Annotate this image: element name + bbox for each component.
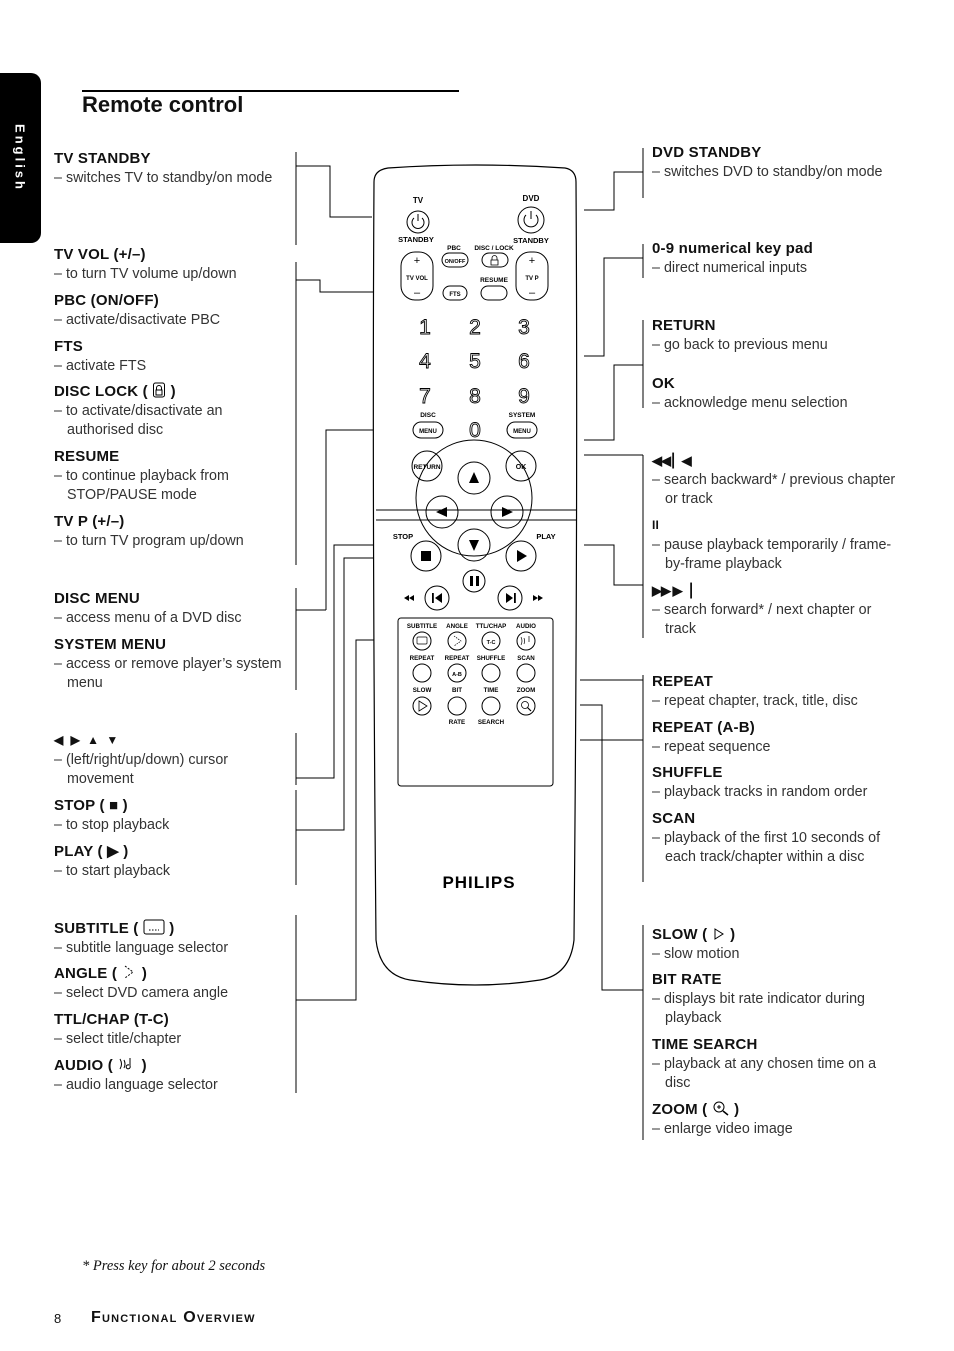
key-1[interactable]: 1 <box>419 316 431 339</box>
remote-stop-label: STOP <box>392 532 414 541</box>
key-8[interactable]: 8 <box>469 385 481 408</box>
remote-standby-right: STANDBY <box>513 236 549 245</box>
remote-standby-left: STANDBY <box>398 235 434 244</box>
key-3[interactable]: 3 <box>518 316 530 339</box>
remote-body <box>373 165 576 985</box>
remote-ok-label: OK <box>515 464 527 471</box>
remote-tv-vol-label: TV VOL <box>406 276 428 282</box>
remote-ttl-chap-label: TTL/CHAP <box>475 623 507 630</box>
remote-time-label: TIME <box>483 687 499 694</box>
remote-dvd-label: DVD <box>522 194 540 203</box>
svg-text:+: + <box>528 255 536 267</box>
remote-tv-label: TV <box>412 196 424 205</box>
svg-text:–: – <box>413 287 421 299</box>
key-2[interactable]: 2 <box>469 316 481 339</box>
key-5[interactable]: 5 <box>469 350 481 373</box>
remote-system-label: SYSTEM <box>508 412 536 419</box>
entry-time-search: TIME SEARCH – playback at any chosen time on a disc <box>652 1035 902 1094</box>
entry-keypad: 0-9 numerical key pad – direct numerical inputs <box>652 239 902 278</box>
entry-subtitle: SUBTITLE ( ) – subtitle language selector <box>54 919 284 958</box>
key-6[interactable]: 6 <box>518 350 530 373</box>
entry-repeat: REPEAT – repeat chapter, track, title, disc <box>652 672 902 711</box>
remote-search-label: SEARCH <box>477 719 505 726</box>
remote-angle-label: ANGLE <box>446 623 468 630</box>
remote-ab-label: A-B <box>452 672 462 678</box>
entry-return: RETURN – go back to previous menu <box>652 316 902 355</box>
entry-tv-standby: TV STANDBY – switches TV to standby/on mode <box>54 149 284 188</box>
entry-play: PLAY ( ▶ ) – to start playback <box>54 842 284 881</box>
remote-fts-label: FTS <box>449 292 461 298</box>
svg-text:+: + <box>413 255 421 267</box>
remote-scan-label: SCAN <box>517 655 535 662</box>
remote-disc-menu-label: MENU <box>419 429 437 435</box>
language-tab-label: English <box>12 124 28 192</box>
remote-tv-p-label: TV P <box>525 276 539 282</box>
brand-logo: PHILIPS <box>442 873 516 892</box>
remote-resume-label: RESUME <box>480 277 508 284</box>
entry-repeat-ab: REPEAT (A-B) – repeat sequence <box>652 718 902 757</box>
entry-zoom: ZOOM ( ) – enlarge video image <box>652 1100 902 1139</box>
entry-system-menu: SYSTEM MENU – access or remove player’s system menu <box>54 635 284 694</box>
remote-play-label: PLAY <box>536 532 556 541</box>
key-0[interactable]: 0 <box>469 419 481 442</box>
key-4[interactable]: 4 <box>419 350 431 373</box>
key-9[interactable]: 9 <box>518 385 530 408</box>
entry-audio: AUDIO ( ) – audio language selector <box>54 1056 284 1095</box>
entry-fts: FTS – activate FTS <box>54 337 284 376</box>
svg-text:–: – <box>528 287 536 299</box>
remote-rate-label: RATE <box>448 719 466 726</box>
entry-angle: ANGLE ( ) – select DVD camera angle <box>54 964 284 1003</box>
remote-repeat-label: REPEAT <box>409 655 435 662</box>
entry-ok: OK – acknowledge menu selection <box>652 374 902 413</box>
entry-pause: II – pause playback temporarily / frame-by-frame playback <box>652 516 902 575</box>
remote-slow-label: SLOW <box>412 687 432 694</box>
key-7[interactable]: 7 <box>419 385 431 408</box>
remote-on-off-label: ON/OFF <box>444 259 466 265</box>
entry-search-backward: ◀◀ ▏◀ – search backward* / previous chapter or track <box>652 451 902 510</box>
remote-bit-label: BIT <box>452 687 462 694</box>
footnote: * Press key for about 2 seconds <box>82 1258 266 1274</box>
footer-title: Functional Overview <box>91 1309 256 1326</box>
entry-ttl-chap: TTL/CHAP (T-C) – select title/chapter <box>54 1010 284 1049</box>
remote-shuffle-label: SHUFFLE <box>476 655 506 662</box>
entry-disc-lock: DISC LOCK ( ) – to activate/disactivate an authorised disc <box>54 382 284 441</box>
entry-slow: SLOW ( ) – slow motion <box>652 925 902 964</box>
entry-tv-p: TV P (+/–) – to turn TV program up/down <box>54 512 284 551</box>
entry-scan: SCAN – playback of the first 10 seconds of each track/chapter within a disc <box>652 809 902 868</box>
entry-cursor: ◀ ▶ ▲ ▼ – (left/right/up/down) cursor movement <box>54 731 284 790</box>
entry-bit-rate: BIT RATE – displays bit rate indicator during playback <box>652 970 902 1029</box>
entry-resume: RESUME – to continue playback from STOP/PAUSE mode <box>54 447 284 506</box>
remote-system-menu-label: MENU <box>513 429 531 435</box>
remote-zoom-label: ZOOM <box>516 687 536 694</box>
remote-disc-lock-label: DISC / LOCK <box>474 245 514 252</box>
remote-pbc-label: PBC <box>447 245 461 252</box>
remote-subtitle-label: SUBTITLE <box>406 623 438 630</box>
entry-shuffle: SHUFFLE – playback tracks in random order <box>652 763 902 802</box>
remote-tc-label: T-C <box>486 640 496 646</box>
entry-tv-vol: TV VOL (+/–) – to turn TV volume up/down <box>54 245 284 284</box>
remote-return-label: RETURN <box>413 464 441 471</box>
page-number: 8 <box>54 1311 62 1326</box>
entry-disc-menu: DISC MENU – access menu of a DVD disc <box>54 589 284 628</box>
entry-stop: STOP ( ■ ) – to stop playback <box>54 796 284 835</box>
remote-repeat-ab-label: REPEAT <box>444 655 470 662</box>
remote-disc-label: DISC <box>420 412 436 419</box>
entry-search-forward: ▶▶ ▶▕ – search forward* / next chapter or track <box>652 581 902 640</box>
remote-audio-label: AUDIO <box>516 623 536 630</box>
entry-pbc: PBC (ON/OFF) – activate/disactivate PBC <box>54 291 284 330</box>
entry-dvd-standby: DVD STANDBY – switches DVD to standby/on mode <box>652 143 902 182</box>
page-title: Remote control <box>82 92 244 117</box>
